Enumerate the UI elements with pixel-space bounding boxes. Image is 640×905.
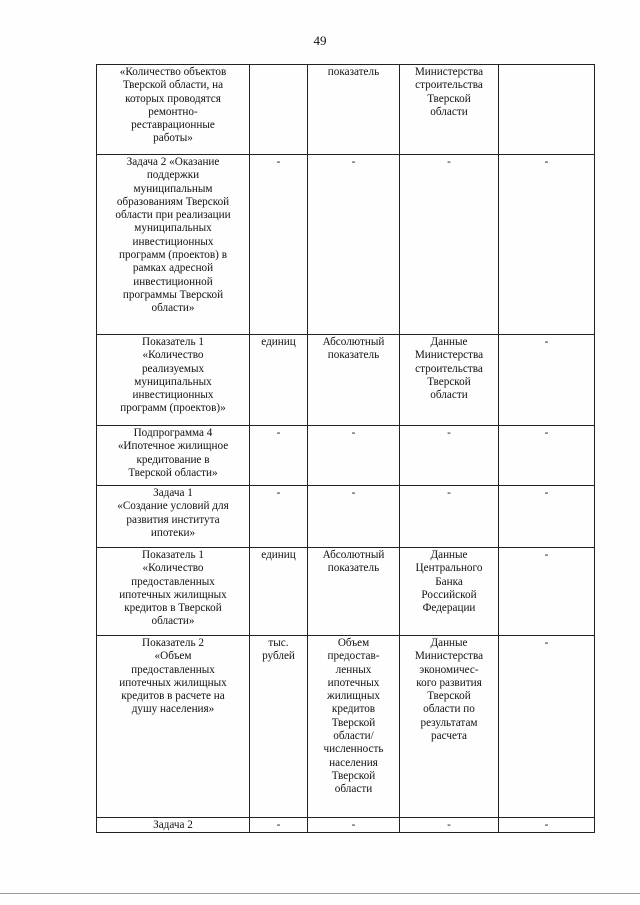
unit-cell: - (250, 818, 308, 833)
source-cell: Данные Центрального Банка Российской Федерации (400, 548, 499, 636)
method-cell: - (308, 818, 400, 833)
table-row (97, 818, 595, 833)
indicator-name-cell: Подпрограмма 4 «Ипотечное жилищное кредитование в Тверской области» (97, 426, 250, 486)
source-cell: - (400, 486, 499, 548)
table-row (97, 548, 595, 636)
extra-cell: - (499, 818, 595, 833)
method-cell: Объем предостав- ленных ипотечных жилищных кредитов Тверской области/ численность населения Тверской области (308, 636, 400, 818)
indicators-table (96, 64, 595, 833)
source-cell: Данные Министерства строительства Тверской области (400, 335, 499, 426)
indicator-name-cell: Задача 2 «Оказание поддержки муниципальным образованиям Тверской области при реализации муниципальных инвестиционных программ (проектов) в рамках адресной инвестиционной программы Тверской области» (97, 155, 250, 335)
method-cell: Абсолютный показатель (308, 335, 400, 426)
source-cell: Министерства строительства Тверской области (400, 65, 499, 155)
method-cell: - (308, 486, 400, 548)
table-row (97, 636, 595, 818)
extra-cell: - (499, 548, 595, 636)
indicator-name-cell: Показатель 1 «Количество предоставленных ипотечных жилищных кредитов в Тверской области» (97, 548, 250, 636)
unit-cell: тыс. рублей (250, 636, 308, 818)
method-cell: - (308, 155, 400, 335)
indicator-name-cell: Задача 2 (97, 818, 250, 833)
unit-cell: - (250, 486, 308, 548)
method-cell: - (308, 426, 400, 486)
extra-cell: - (499, 155, 595, 335)
table-row (97, 486, 595, 548)
table-row (97, 335, 595, 426)
extra-cell: - (499, 426, 595, 486)
indicator-name-cell: Показатель 1 «Количество реализуемых муниципальных инвестиционных программ (проектов)» (97, 335, 250, 426)
indicator-name-cell: «Количество объектов Тверской области, на которых проводятся ремонтно- реставрационные работы» (97, 65, 250, 155)
indicator-name-cell: Задача 1 «Создание условий для развития института ипотеки» (97, 486, 250, 548)
source-cell: Данные Министерства экономичес- кого развития Тверской области по результатам расчета (400, 636, 499, 818)
source-cell: - (400, 426, 499, 486)
table-row (97, 65, 595, 155)
extra-cell: - (499, 486, 595, 548)
unit-cell: единиц (250, 548, 308, 636)
page-number: 49 (313, 33, 327, 48)
unit-cell: - (250, 426, 308, 486)
page-bottom-edge (0, 893, 640, 894)
table-row (97, 426, 595, 486)
source-cell: - (400, 818, 499, 833)
source-cell: - (400, 155, 499, 335)
method-cell: показатель (308, 65, 400, 155)
extra-cell: - (499, 335, 595, 426)
table-row (97, 155, 595, 335)
indicator-name-cell: Показатель 2 «Объем предоставленных ипотечных жилищных кредитов в расчете на душу населения» (97, 636, 250, 818)
extra-cell (499, 65, 595, 155)
method-cell: Абсолютный показатель (308, 548, 400, 636)
unit-cell: единиц (250, 335, 308, 426)
unit-cell: - (250, 155, 308, 335)
extra-cell: - (499, 636, 595, 818)
unit-cell (250, 65, 308, 155)
